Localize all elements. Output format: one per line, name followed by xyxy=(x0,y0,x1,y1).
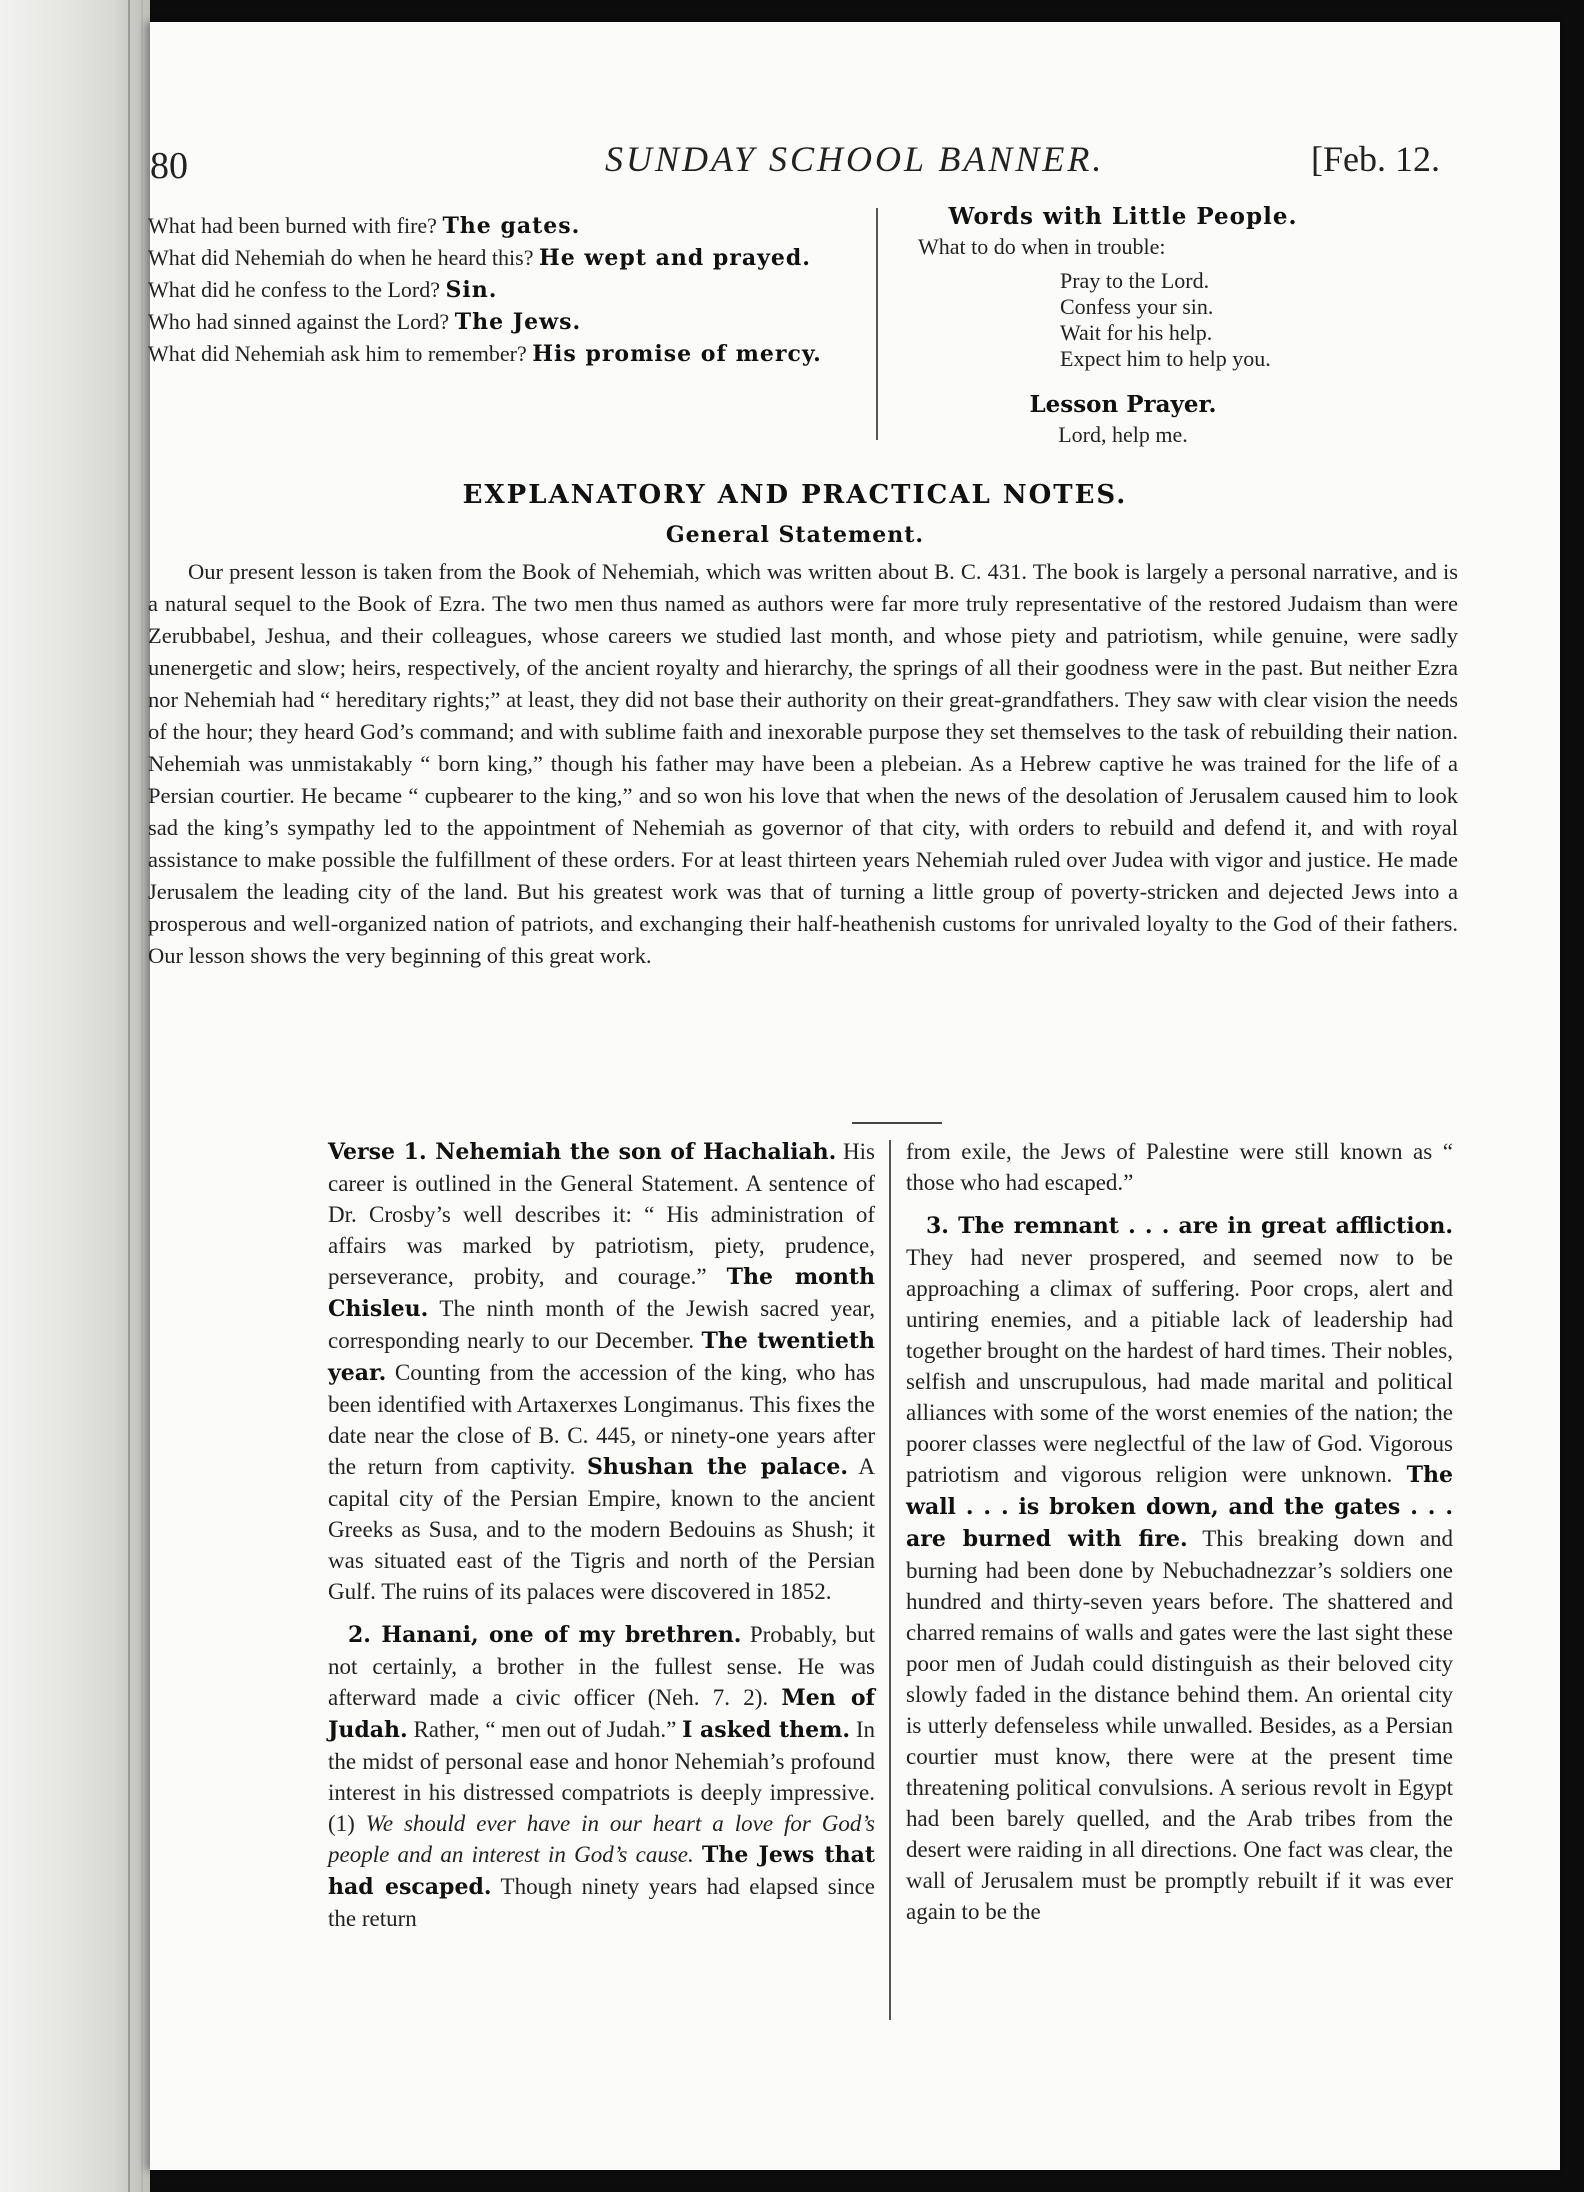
spine-edge-line xyxy=(141,0,143,2192)
general-statement-heading: General Statement. xyxy=(665,522,925,548)
note-text: Rather, “ men out of Judah.” xyxy=(407,1717,683,1742)
verse-1-note xyxy=(328,1136,875,1607)
little-people-box xyxy=(918,202,1328,450)
note-heading: Shushan the palace. xyxy=(586,1454,849,1480)
list-item: Pray to the Lord. xyxy=(1060,268,1210,293)
answer: He wept and prayed. xyxy=(538,245,811,271)
spine-edge-line xyxy=(128,0,130,2192)
verse-3-note xyxy=(906,1210,1453,1927)
note-heading: The wall . . . is broken down, and the gates . . . are burned with fire. xyxy=(906,1462,1453,1552)
note-heading: The month Chisleu. xyxy=(328,1264,875,1322)
lesson-prayer-text: Lord, help me. xyxy=(1058,422,1188,447)
little-people-list xyxy=(1060,268,1328,372)
qa-item xyxy=(148,338,866,370)
verse-2-note xyxy=(328,1619,875,1934)
note-text: They had never prospered, and seemed now to be approaching a climax of suffering. Poor crops, alert and untiring enemies, and a pitiable lack of leadership had together brought on the hardest of hard times. Their nobles, selfish and unscrupulous, had made marital and political alliances with some of the worst enemies of the nation; the poorer classes were neglectful of the law of God. Vigorous patriotism and vigorous religion were unknown. xyxy=(906,1245,1453,1487)
note-text: The ninth month of the Jewish sacred year, corresponding nearly to our December. xyxy=(328,1296,875,1353)
note-text: This breaking down and burning had been done by Nebuchadnezzar’s soldiers one hundred and thirty-seven years before. The shattered and charred remains of walls and gates were the last sight these poor men of Judah could distinguish as their beloved city slowly faded in the distance behind them. An oriental city is utterly defenseless while unwalled. Besides, as a Persian courtier must know, there were at the present time threatening political convulsions. A serious revolt in Egypt had been barely quelled, and the Arab tribes from the desert were raiding in all directions. One fact was clear, the wall of Jerusalem must be promptly rebuilt if it was ever again to be the xyxy=(906,1526,1454,1924)
question: Who had sinned against the Lord? xyxy=(148,309,450,334)
note-text: In the midst of personal ease and honor Nehemiah’s profound interest in his distressed compatriots is deeply impressive. (1) xyxy=(328,1717,875,1836)
list-item: Wait for his help. xyxy=(1060,320,1213,345)
qa-item xyxy=(148,242,866,274)
answer: Sin. xyxy=(445,277,498,303)
question: What did Nehemiah do when he heard this? xyxy=(148,245,534,270)
qa-item xyxy=(148,306,866,338)
page-number: 80 xyxy=(150,145,188,187)
qa-item xyxy=(148,274,866,306)
column-divider xyxy=(889,1140,891,2020)
general-statement-text: Our present lesson is taken from the Book of Nehemiah, which was written about B. C. 431. The book is largely a personal narrative, and is a natural sequel to the Book of Ezra. The two men thus named as authors were far more truly representative of the restored Judaism than were Zerubbabel, Jeshua, and their colleagues, whose careers we studied last month, and whose piety and patriotism, while genuine, were sadly unenergetic and slow; heirs, respectively, of the ancient royalty and hierarchy, the springs of all their goodness were in the past. But neither Ezra nor Nehemiah had “ hereditary rights;” at least, they did not base their authority on their great-grandfathers. They saw with clear vision the needs of the hour; they heard God’s command; and with sublime faith and inexorable purpose they set themselves to the task of rebuilding their nation. Nehemiah was unmistakably “ born king,” though his father may have been a plebeian. As a Hebrew captive he was trained for the life of a Persian courtier. He became “ cupbearer to the king,” and so won his love that when the news of the desolation of Jerusalem caused him to look sad the king’s sympathy led to the appointment of Nehemiah as governor of that city, with orders to rebuild and defend it, and with royal assistance to make possible the fulfillment of these orders. For at least thirteen years Nehemiah ruled over Judea with vigor and justice. He made Jerusalem the leading city of the land. But his greatest work was that of turning a little group of poverty-stricken and dejected Jews into a prosperous and well-organized nation of patriots, and exchanging their half-heathenish customs for unrivaled loyalty to the God of their fathers. Our lesson shows the very beginning of this great work. xyxy=(148,559,1458,968)
note-heading: 2. Hanani, one of my brethren. xyxy=(348,1622,742,1648)
question-answer-list xyxy=(148,210,866,370)
running-date: [Feb. 12. xyxy=(1311,139,1440,179)
little-people-intro: What to do when in trouble: xyxy=(918,234,1166,259)
note-text: Though ninety years had elapsed since the return xyxy=(328,1874,875,1931)
list-item: Expect him to help you. xyxy=(1060,346,1271,371)
note-text: A capital city of the Persian Empire, known to the ancient Greeks as Susa, and to the modern Bedouins as Shush; it was situated east of the Tigris and north of the Persian Gulf. The ruins of its palaces were discovered in 1852. xyxy=(328,1454,875,1604)
running-title: SUNDAY SCHOOL BANNER. xyxy=(605,139,1105,179)
note-heading: Men of Judah. xyxy=(328,1685,875,1743)
notes-column-left xyxy=(328,1136,875,1934)
note-heading: The Jews that had escaped. xyxy=(328,1842,875,1900)
list-item: Confess your sin. xyxy=(1060,294,1214,319)
question: What did he confess to the Lord? xyxy=(148,277,441,302)
note-text: Counting from the accession of the king, who has been identified with Artaxerxes Longimanus. This fixes the date near the close of B. C. 445, or ninety-one years after the return from captivity. xyxy=(328,1360,875,1479)
question: What had been burned with fire? xyxy=(148,213,437,238)
note-heading: I asked them. xyxy=(682,1717,851,1743)
qa-item xyxy=(148,210,866,242)
answer: The Jews. xyxy=(454,309,582,335)
verse-2-note-continued: from exile, the Jews of Palestine were still known as “ those who had escaped.” xyxy=(906,1139,1453,1195)
lesson-prayer-heading: Lesson Prayer. xyxy=(1029,391,1217,418)
note-heading: 3. The remnant . . . are in great affliction. xyxy=(926,1213,1453,1239)
answer: The gates. xyxy=(442,213,581,239)
note-heading: The twentieth year. xyxy=(328,1328,875,1386)
notes-heading: EXPLANATORY AND PRACTICAL NOTES. xyxy=(462,480,1128,510)
column-divider xyxy=(876,208,878,440)
note-text: Probably, but not certainly, a brother in the fullest sense. He was afterward made a civic officer (Neh. 7. 2). xyxy=(328,1622,875,1710)
little-people-heading: Words with Little People. xyxy=(948,203,1298,230)
page-header xyxy=(150,138,1440,198)
answer: His promise of mercy. xyxy=(532,341,822,367)
section-rule xyxy=(852,1122,942,1124)
notes-column-right xyxy=(906,1136,1453,1927)
note-text: His career is outlined in the General Statement. A sentence of Dr. Crosby’s well describes it: “ His administration of affairs was marked by patriotism, piety, prudence, perseverance, probity, and courage.” xyxy=(328,1139,876,1289)
question: What did Nehemiah ask him to remember? xyxy=(148,341,527,366)
note-italic: We should ever have in our heart a love for God’s people and an interest in God’s cause. xyxy=(328,1811,875,1867)
note-heading: Verse 1. Nehemiah the son of Hachaliah. xyxy=(328,1139,837,1165)
